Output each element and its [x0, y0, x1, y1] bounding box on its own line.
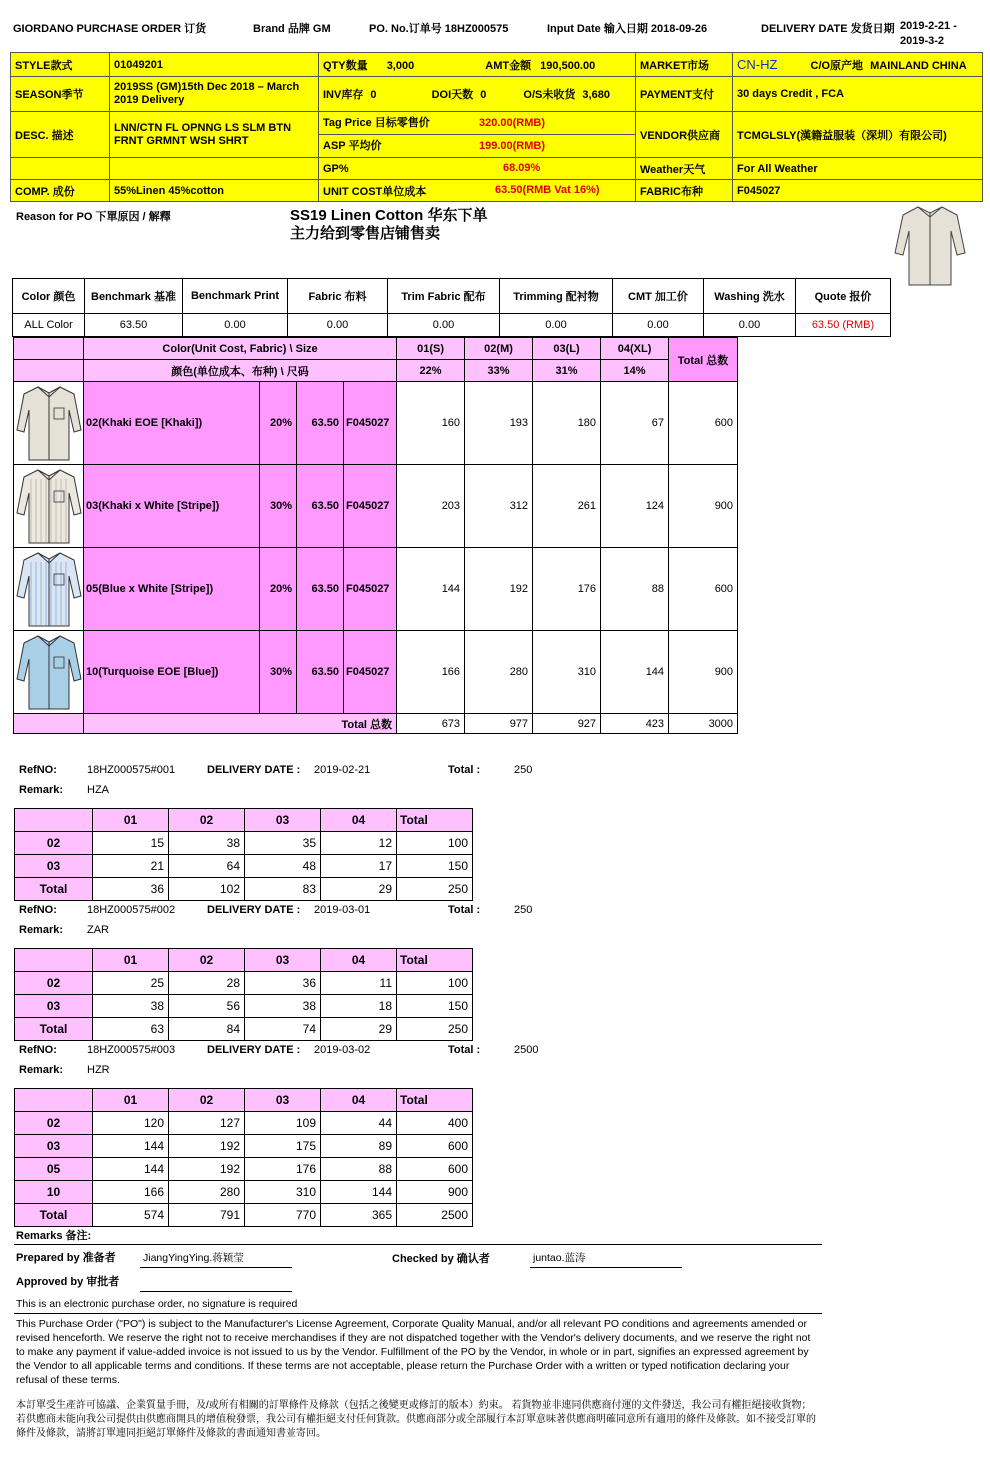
cost-header-cell: Fabric 布料 — [288, 279, 388, 314]
os-value: 3,680 — [582, 89, 610, 101]
cost-header-cell: Washing 洗水 — [704, 279, 796, 314]
delivery-qty-cell: 144 — [321, 1181, 397, 1204]
delivery-size-table — [14, 948, 473, 1041]
delivery-row — [15, 1158, 473, 1181]
season-value: 2019SS (GM)15th Dec 2018 – March 2019 Delivery — [110, 77, 319, 112]
qty-amt-cell — [319, 53, 636, 77]
delivery-qty-cell: 600 — [397, 1158, 473, 1181]
unit-cost-value: 63.50(RMB Vat 16%) — [495, 184, 600, 196]
remark-value: HZA — [87, 784, 109, 796]
checked-value: juntao.蓝涛 — [533, 1252, 586, 1264]
delivery-qty-cell: 36 — [93, 878, 169, 901]
delivery-col-header: 03 — [245, 949, 321, 972]
delivery-col-header: Total — [397, 809, 473, 832]
delivery-qty-cell: 48 — [245, 855, 321, 878]
delivery-qty-cell: 280 — [169, 1181, 245, 1204]
qty-cell: 124 — [601, 465, 669, 548]
origin-value: MAINLAND CHINA — [870, 59, 967, 72]
qty-cell: 67 — [601, 382, 669, 465]
delivery-col-header: Total — [397, 1089, 473, 1112]
matrix-row — [14, 465, 738, 548]
delivery-qty-cell: 150 — [397, 995, 473, 1018]
payment-label: PAYMENT支付 — [636, 77, 733, 112]
cost-header-cell: Benchmark Print — [183, 279, 288, 314]
qty-cell: 160 — [397, 382, 465, 465]
delivery-col-header: 04 — [321, 809, 397, 832]
color-cost: 63.50 — [297, 631, 344, 714]
size-matrix-table — [13, 337, 738, 734]
tag-price-value: 320.00(RMB) — [479, 117, 546, 129]
cost-value-cell: 0.00 — [500, 314, 613, 337]
size-label: 01(S) — [397, 338, 465, 360]
delivery-date-label: DELIVERY DATE 发货日期 — [761, 23, 895, 35]
delivery-qty-cell: 15 — [93, 832, 169, 855]
shirt-thumbnail — [16, 384, 82, 462]
matrix-row — [14, 548, 738, 631]
delivery-header-row — [15, 809, 473, 832]
delivery-header-row — [15, 1089, 473, 1112]
qty-value: 3,000 — [386, 59, 415, 72]
weather-value: For All Weather — [733, 158, 983, 180]
cost-header-cell: CMT 加工价 — [613, 279, 704, 314]
delivery-qty-cell: 17 — [321, 855, 397, 878]
size-label: 02(M) — [465, 338, 533, 360]
delivery-qty-cell: 102 — [169, 878, 245, 901]
delivery-qty-cell: 600 — [397, 1135, 473, 1158]
delivery-qty-cell: 574 — [93, 1204, 169, 1227]
prepared-value: JiangYingYing.蒋颖莹 — [143, 1252, 244, 1264]
grand-total-cell: 3000 — [669, 714, 738, 734]
remark-label: Remark: — [19, 784, 64, 796]
delivery-qty-cell: 791 — [169, 1204, 245, 1227]
delivery-row — [15, 972, 473, 995]
delivery-date-range: 2019-2-21 - — [900, 20, 957, 32]
os-label: O/S未收货 — [523, 89, 576, 101]
row-total-cell: 600 — [669, 382, 738, 465]
color-fabric: F045027 — [344, 631, 397, 714]
delivery-qty-cell: 84 — [169, 1018, 245, 1041]
inv-label: INV库存 — [323, 89, 364, 101]
color-pct: 30% — [260, 631, 297, 714]
matrix-header-en: Color(Unit Cost, Fabric) \ Size — [84, 338, 397, 360]
delivery-row-label: 05 — [15, 1158, 93, 1181]
grand-total-cell: 927 — [533, 714, 601, 734]
shirt-thumbnail — [16, 633, 82, 711]
row-total-cell: 900 — [669, 631, 738, 714]
delivery-qty-cell: 35 — [245, 832, 321, 855]
delivery-row — [15, 1181, 473, 1204]
unit-cost-cell — [319, 180, 636, 202]
delivery-qty-cell: 28 — [169, 972, 245, 995]
delivery-qty-cell: 400 — [397, 1112, 473, 1135]
delivery-qty-cell: 11 — [321, 972, 397, 995]
terms-english: This Purchase Order ("PO") is subject to the Manufacturer's License Agreement, Corporate Quality Manual, and/or all relevant PO conditions and agreements amended or revised henceforth. We reserve the right not to receive merchandises if they are not dispatched together with the Vendor's delivery documents, and we reserve the right not to make any payment if value-added invoice is not issued to us by the Vendor. Fulfillment of the PO by the Vendor, in whole or in part, signifies an expressed agreement by the Vendor to all applicable terms and conditions. If these terms are not acceptable, please return the Purchase Order with a written or typed notification declaring your refusal of these terms. — [16, 1318, 811, 1386]
price-cell — [319, 112, 636, 158]
row-total-cell: 600 — [669, 548, 738, 631]
delivery-qty-cell: 83 — [245, 878, 321, 901]
color-image-cell — [14, 631, 84, 714]
color-cost: 63.50 — [297, 465, 344, 548]
signature-line — [140, 1291, 292, 1292]
delivery-qty-cell: 63 — [93, 1018, 169, 1041]
amt-label: AMT金额 — [485, 59, 532, 72]
delivery-row-label: Total — [15, 1018, 93, 1041]
fabric-value: F045027 — [733, 180, 983, 202]
color-pct: 30% — [260, 465, 297, 548]
gp-cell — [319, 158, 636, 180]
reason-line-2: 主力给到零售店铺售卖 — [290, 225, 441, 242]
grand-total-label: Total 总数 — [84, 714, 397, 734]
delivery-total-value: 250 — [514, 764, 533, 776]
refno-value: 18HZ000575#003 — [87, 1044, 176, 1056]
brand: Brand 品牌 GM — [253, 23, 331, 35]
desc-label: DESC. 描述 — [11, 112, 110, 158]
color-fabric: F045027 — [344, 382, 397, 465]
refno-label: RefNO: — [19, 1044, 57, 1056]
color-pct: 20% — [260, 382, 297, 465]
delivery-col-header: 02 — [169, 949, 245, 972]
qty-cell: 166 — [397, 631, 465, 714]
cost-header-cell: Quote 报价 — [796, 279, 891, 314]
comp-value: 55%Linen 45%cotton — [110, 180, 319, 202]
matrix-total-header: Total 总数 — [669, 338, 738, 382]
cost-header-cell: Trimming 配衬物 — [500, 279, 613, 314]
delivery-qty-cell: 109 — [245, 1112, 321, 1135]
delivery-row-label: 03 — [15, 1135, 93, 1158]
inventory-cell — [319, 77, 636, 112]
delivery-col-header: Total — [397, 949, 473, 972]
cost-value-cell: 0.00 — [388, 314, 500, 337]
delivery-qty-cell: 88 — [321, 1158, 397, 1181]
qty-cell: 312 — [465, 465, 533, 548]
delivery-qty-cell: 12 — [321, 832, 397, 855]
qty-cell: 144 — [397, 548, 465, 631]
color-name: 03(Khaki x White [Stripe]) — [84, 465, 260, 548]
shirt-thumbnail — [16, 467, 82, 545]
delivery-col-header: 04 — [321, 1089, 397, 1112]
cost-value-cell: 0.00 — [613, 314, 704, 337]
delivery-qty-cell: 310 — [245, 1181, 321, 1204]
delivery-date-label: DELIVERY DATE : — [207, 904, 301, 916]
delivery-qty-cell: 166 — [93, 1181, 169, 1204]
delivery-qty-cell: 38 — [169, 832, 245, 855]
delivery-date-value: 2019-03-01 — [314, 904, 371, 916]
delivery-date-range-end: 2019-3-2 — [900, 35, 945, 47]
color-pct: 20% — [260, 548, 297, 631]
color-cost: 63.50 — [297, 548, 344, 631]
remarks-label: Remarks 备注: — [16, 1230, 92, 1242]
doi-label: DOI天数 — [431, 89, 474, 101]
color-image-cell — [14, 382, 84, 465]
delivery-qty-cell: 250 — [397, 878, 473, 901]
qty-cell: 176 — [533, 548, 601, 631]
delivery-row-label: 02 — [15, 972, 93, 995]
delivery-qty-cell: 29 — [321, 1018, 397, 1041]
delivery-row — [15, 1135, 473, 1158]
delivery-qty-cell: 120 — [93, 1112, 169, 1135]
input-date: Input Date 输入日期 2018-09-26 — [547, 23, 708, 35]
fabric-label: FABRIC布种 — [636, 180, 733, 202]
delivery-total-label: Total : — [448, 764, 481, 776]
divider — [14, 1244, 822, 1245]
qty-cell: 88 — [601, 548, 669, 631]
payment-value: 30 days Credit , FCA — [733, 77, 983, 112]
delivery-qty-cell: 150 — [397, 855, 473, 878]
cost-value-cell: 63.50 (RMB) — [796, 314, 891, 337]
remark-value: ZAR — [87, 924, 109, 936]
color-name: 05(Blue x White [Stripe]) — [84, 548, 260, 631]
delivery-row-label: Total — [15, 1204, 93, 1227]
po-title: GIORDANO PURCHASE ORDER 订货 — [13, 23, 207, 35]
delivery-qty-cell: 365 — [321, 1204, 397, 1227]
weather-label: Weather天气 — [636, 158, 733, 180]
refno-label: RefNO: — [19, 764, 57, 776]
inv-value: 0 — [370, 89, 377, 101]
color-fabric: F045027 — [344, 548, 397, 631]
market-value: CN-HZ — [737, 56, 778, 72]
delivery-row-label: 02 — [15, 832, 93, 855]
delivery-total-value: 250 — [514, 904, 533, 916]
po-number: PO. No.订单号 18HZ000575 — [369, 23, 509, 35]
matrix-header-zh: 颜色(单位成本、布种) \ 尺码 — [84, 360, 397, 382]
delivery-qty-cell: 100 — [397, 972, 473, 995]
color-image-cell — [14, 465, 84, 548]
delivery-qty-cell: 144 — [93, 1135, 169, 1158]
qty-cell: 203 — [397, 465, 465, 548]
signature-line — [530, 1267, 682, 1268]
doi-value: 0 — [480, 89, 487, 101]
delivery-qty-cell: 144 — [93, 1158, 169, 1181]
delivery-qty-cell: 900 — [397, 1181, 473, 1204]
cost-breakdown-table — [12, 278, 891, 337]
delivery-row — [15, 1018, 473, 1041]
qty-cell: 280 — [465, 631, 533, 714]
cost-value-cell: 0.00 — [183, 314, 288, 337]
matrix-row — [14, 382, 738, 465]
asp-row — [319, 135, 635, 157]
cost-value-cell: 0.00 — [704, 314, 796, 337]
delivery-size-table — [14, 808, 473, 901]
season-label: SEASON季节 — [11, 77, 110, 112]
signature-line — [140, 1267, 292, 1268]
delivery-col-header: 02 — [169, 1089, 245, 1112]
amt-value: 190,500.00 — [540, 59, 596, 72]
delivery-row-label: 03 — [15, 855, 93, 878]
delivery-date-label: DELIVERY DATE : — [207, 764, 301, 776]
size-ratio: 31% — [533, 360, 601, 382]
delivery-header-row — [15, 949, 473, 972]
row-total-cell: 900 — [669, 465, 738, 548]
qty-cell: 310 — [533, 631, 601, 714]
comp-label: COMP. 成份 — [11, 180, 110, 202]
delivery-col-header: 01 — [93, 1089, 169, 1112]
color-fabric: F045027 — [344, 465, 397, 548]
market-origin-cell — [733, 53, 983, 77]
delivery-qty-cell: 38 — [93, 995, 169, 1018]
divider — [14, 1313, 822, 1314]
delivery-qty-cell: 74 — [245, 1018, 321, 1041]
refno-value: 18HZ000575#001 — [87, 764, 176, 776]
delivery-row — [15, 878, 473, 901]
color-name: 02(Khaki EOE [Khaki]) — [84, 382, 260, 465]
tag-price-row — [319, 112, 635, 135]
delivery-row-label: 03 — [15, 995, 93, 1018]
refno-value: 18HZ000575#002 — [87, 904, 176, 916]
delivery-qty-cell: 29 — [321, 878, 397, 901]
cost-header-cell: Benchmark 基准 — [85, 279, 183, 314]
size-label: 04(XL) — [601, 338, 669, 360]
asp-label: ASP 平均价 — [323, 140, 382, 152]
delivery-qty-cell: 127 — [169, 1112, 245, 1135]
delivery-qty-cell: 192 — [169, 1135, 245, 1158]
color-cost: 63.50 — [297, 382, 344, 465]
delivery-row-label: Total — [15, 878, 93, 901]
remark-value: HZR — [87, 1064, 110, 1076]
product-shirt-image — [893, 203, 967, 287]
delivery-qty-cell: 770 — [245, 1204, 321, 1227]
market-label: MARKET市场 — [636, 53, 733, 77]
delivery-row — [15, 1204, 473, 1227]
style-label: STYLE款式 — [11, 53, 110, 77]
unit-cost-label: UNIT COST单位成本 — [323, 185, 427, 198]
delivery-qty-cell: 36 — [245, 972, 321, 995]
gp-label: GP% — [323, 162, 349, 175]
desc-value: LNN/CTN FL OPNNG LS SLM BTN FRNT GRMNT WSH SHRT — [110, 112, 319, 158]
cost-header-cell: Color 颜色 — [13, 279, 85, 314]
delivery-qty-cell: 176 — [245, 1158, 321, 1181]
origin-label: C/O原产地 — [810, 59, 864, 72]
electronic-note: This is an electronic purchase order, no signature is required — [16, 1298, 298, 1310]
qty-cell: 180 — [533, 382, 601, 465]
size-ratio: 33% — [465, 360, 533, 382]
reason-label: Reason for PO 下單原因 / 解釋 — [16, 211, 171, 223]
cost-header-cell: Trim Fabric 配布 — [388, 279, 500, 314]
cost-value-cell: 0.00 — [288, 314, 388, 337]
delivery-size-table — [14, 1088, 473, 1227]
matrix-row — [14, 631, 738, 714]
delivery-total-label: Total : — [448, 1044, 481, 1056]
delivery-row-label: 10 — [15, 1181, 93, 1204]
delivery-qty-cell: 2500 — [397, 1204, 473, 1227]
delivery-date-value: 2019-03-02 — [314, 1044, 371, 1056]
delivery-qty-cell: 64 — [169, 855, 245, 878]
delivery-qty-cell: 25 — [93, 972, 169, 995]
gp-value: 68.09% — [503, 162, 541, 174]
order-info-grid — [10, 52, 983, 202]
qty-cell: 193 — [465, 382, 533, 465]
style-value: 01049201 — [110, 53, 319, 77]
delivery-date-value: 2019-02-21 — [314, 764, 371, 776]
delivery-row — [15, 855, 473, 878]
delivery-total-label: Total : — [448, 904, 481, 916]
approved-label: Approved by 审批者 — [16, 1276, 120, 1288]
vendor-label: VENDOR供应商 — [636, 112, 733, 158]
delivery-col-header: 03 — [245, 809, 321, 832]
qty-cell: 261 — [533, 465, 601, 548]
delivery-total-value: 2500 — [514, 1044, 539, 1056]
delivery-row — [15, 832, 473, 855]
refno-label: RefNO: — [19, 904, 57, 916]
reason-line-1: SS19 Linen Cotton 华东下单 — [290, 207, 488, 224]
size-label: 03(L) — [533, 338, 601, 360]
cost-value-cell: ALL Color — [13, 314, 85, 337]
terms-chinese: 本訂單受生產許可協議、企業質量手冊，及/或所有相關的訂單條件及條款（包括之後變更或修訂的版本）約束。 若貨物並非連同供應商付運的文件發送，我公司有權拒絕接收貨物；若供應商未能向我公司提供由供應商開具的增值稅發票，我公司有權拒絕支付任何貨款。供應商部分或全部履行本訂單意味著供應商明確同意所有適用的條件及條款。如不接受訂單的條件及條款，請將訂單連同拒絕訂單條件及條款的書面通知書並寄回。 — [16, 1400, 816, 1439]
asp-value: 199.00(RMB) — [479, 140, 546, 152]
delivery-qty-cell: 18 — [321, 995, 397, 1018]
qty-cell: 144 — [601, 631, 669, 714]
prepared-label: Prepared by 准备者 — [16, 1252, 116, 1264]
size-ratio: 14% — [601, 360, 669, 382]
delivery-row-label: 02 — [15, 1112, 93, 1135]
grand-total-cell: 673 — [397, 714, 465, 734]
color-name: 10(Turquoise EOE [Blue]) — [84, 631, 260, 714]
remark-label: Remark: — [19, 924, 64, 936]
delivery-col-header: 04 — [321, 949, 397, 972]
delivery-qty-cell: 21 — [93, 855, 169, 878]
shirt-thumbnail — [16, 550, 82, 628]
delivery-row — [15, 1112, 473, 1135]
color-image-cell — [14, 548, 84, 631]
delivery-row — [15, 995, 473, 1018]
delivery-qty-cell: 44 — [321, 1112, 397, 1135]
grand-total-cell: 423 — [601, 714, 669, 734]
delivery-qty-cell: 89 — [321, 1135, 397, 1158]
delivery-qty-cell: 175 — [245, 1135, 321, 1158]
delivery-col-header: 01 — [93, 809, 169, 832]
delivery-qty-cell: 56 — [169, 995, 245, 1018]
delivery-qty-cell: 192 — [169, 1158, 245, 1181]
grand-total-cell: 977 — [465, 714, 533, 734]
delivery-date-label: DELIVERY DATE : — [207, 1044, 301, 1056]
vendor-value: TCMGLSLY(漢籍益服装（深圳）有限公司) — [733, 112, 983, 158]
size-ratio: 22% — [397, 360, 465, 382]
delivery-qty-cell: 38 — [245, 995, 321, 1018]
delivery-qty-cell: 250 — [397, 1018, 473, 1041]
delivery-col-header: 03 — [245, 1089, 321, 1112]
checked-label: Checked by 确认者 — [392, 1253, 490, 1265]
delivery-col-header: 01 — [93, 949, 169, 972]
delivery-qty-cell: 100 — [397, 832, 473, 855]
cost-value-cell: 63.50 — [85, 314, 183, 337]
remark-label: Remark: — [19, 1064, 64, 1076]
delivery-col-header: 02 — [169, 809, 245, 832]
tag-price-label: Tag Price 目标零售价 — [323, 117, 430, 129]
qty-cell: 192 — [465, 548, 533, 631]
qty-label: QTY数量 — [323, 59, 368, 72]
